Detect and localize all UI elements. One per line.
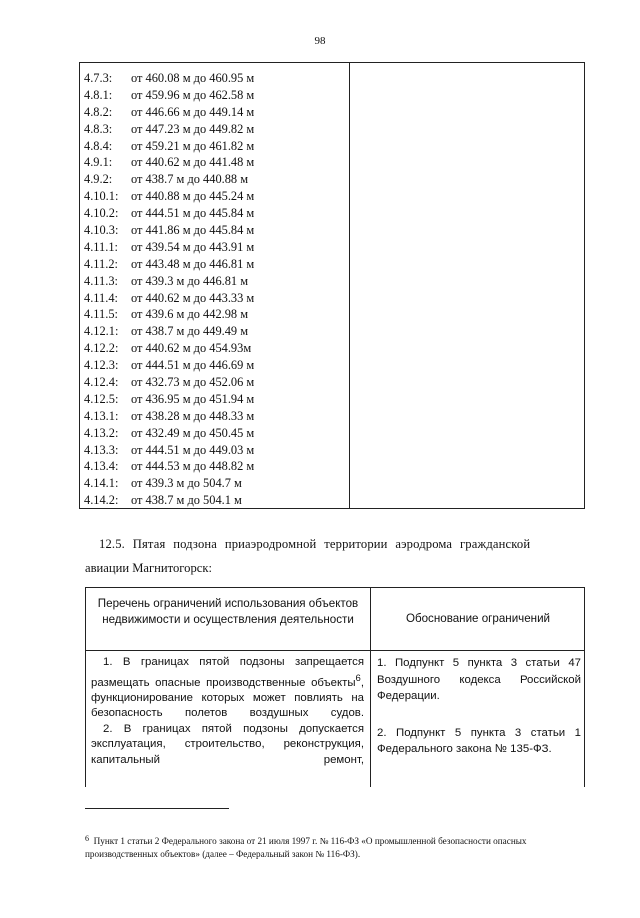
row-height-range: от 438.7 м до 504.1 м: [131, 493, 242, 508]
table-row: [84, 323, 346, 340]
restrictions-cell: [91, 655, 364, 768]
row-code: 4.8.2:: [84, 104, 113, 119]
row-height-range: от 439.6 м до 442.98 м: [131, 307, 249, 322]
row-height-range: от 432.49 м до 450.45 м: [131, 425, 255, 440]
row-code: 4.11.5:: [84, 307, 118, 322]
row-code: 4.10.3:: [84, 223, 119, 238]
restriction-item-2: 2. В границах пятой подзоны допускается эксплуатация, строительство, реконструкция, капитальный ремонт,: [91, 722, 364, 766]
table-row: [84, 306, 346, 323]
table-row: [84, 391, 346, 408]
section-heading-line1: 12.5. Пятая подзона приаэродромной территории аэродрома гражданской: [99, 537, 531, 551]
page-number: 98: [314, 35, 326, 47]
row-code: 4.11.1:: [84, 239, 118, 254]
row-height-range: от 440.62 м до 454.93м: [131, 341, 252, 356]
height-limits-table: [79, 62, 585, 509]
row-code: 4.8.3:: [84, 121, 113, 136]
table-row: [84, 87, 346, 104]
row-code: 4.12.1:: [84, 324, 119, 339]
table-row: [84, 205, 346, 222]
row-height-range: от 439.54 м до 443.91 м: [131, 239, 255, 254]
row-code: 4.10.1:: [84, 189, 119, 204]
row-code: 4.13.1:: [84, 408, 119, 423]
row-height-range: от 440.88 м до 445.24 м: [131, 189, 255, 204]
restrictions-table: [85, 587, 585, 787]
table-row: [84, 171, 346, 188]
table-column-divider: [370, 588, 371, 787]
table-row: [84, 222, 346, 239]
table-row: [84, 492, 346, 509]
row-code: 4.10.2:: [84, 206, 119, 221]
column-header-restrictions: Перечень ограничений использования объектов недвижимости и осуществления деятельности: [97, 597, 359, 626]
table-row: [84, 357, 346, 374]
row-code: 4.12.3:: [84, 358, 119, 373]
row-height-range: от 444.51 м до 446.69 м: [131, 358, 255, 373]
row-code: 4.14.1:: [84, 476, 119, 491]
table-row: [84, 239, 346, 256]
row-height-range: от 443.48 м до 446.81 м: [131, 256, 255, 271]
footnote: [85, 832, 585, 861]
table-row: [84, 475, 346, 492]
table-row: [84, 458, 346, 475]
row-code: 4.12.4:: [84, 375, 119, 390]
row-height-range: от 436.95 м до 451.94 м: [131, 391, 255, 406]
row-height-range: от 460.08 м до 460.95 м: [131, 71, 255, 85]
row-height-range: от 447.23 м до 449.82 м: [131, 121, 255, 136]
row-code: 4.12.5:: [84, 391, 119, 406]
row-code: 4.13.4:: [84, 459, 119, 474]
row-height-range: от 459.96 м до 462.58 м: [131, 87, 255, 102]
restriction-item-1-text-b: , функционирование которых может повлиять на безопасность полетов воздушных судов.: [91, 676, 364, 720]
restriction-item-1: [91, 655, 364, 722]
row-height-range: от 439.3 м до 504.7 м: [131, 476, 242, 491]
row-height-range: от 440.62 м до 443.33 м: [131, 290, 255, 305]
row-code: 4.11.2:: [84, 256, 118, 271]
row-height-range: от 459.21 м до 461.82 м: [131, 138, 255, 153]
justification-cell: [377, 655, 581, 758]
table-row: [84, 290, 346, 307]
table-row: [84, 340, 346, 357]
row-height-range: от 439.3 м до 446.81 м: [131, 273, 249, 288]
restriction-item-1-text-a: 1. В границах пятой подзоны запрещается размещать опасные производственные объекты: [91, 656, 364, 689]
row-height-range: от 441.86 м до 445.84 м: [131, 223, 255, 238]
table-header-divider: [86, 650, 584, 651]
section-heading-line2: авиации Магнитогорск:: [85, 561, 212, 575]
table-row: [84, 188, 346, 205]
table-row: [84, 104, 346, 121]
footnote-text: Пункт 1 статьи 2 Федерального закона от 21 июля 1997 г. № 116-ФЗ «О промышленной безопасности опасных производственных объектов» (далее – Федеральный закон № 116-ФЗ).: [85, 836, 527, 859]
row-height-range: от 438.28 м до 448.33 м: [131, 408, 255, 423]
row-code: 4.11.4:: [84, 290, 118, 305]
table-row: [84, 256, 346, 273]
row-height-range: от 444.53 м до 448.82 м: [131, 459, 255, 474]
table-row: [84, 138, 346, 155]
table-row: [84, 442, 346, 459]
row-height-range: от 440.62 м до 441.48 м: [131, 155, 255, 170]
justification-item-2: 2. Подпункт 5 пункта 3 статьи 1 Федерального закона № 135-ФЗ.: [377, 726, 581, 755]
row-code: 4.7.3:: [84, 71, 113, 85]
footnote-reference: 6: [355, 672, 361, 684]
row-height-range: от 438.7 м до 449.49 м: [131, 324, 249, 339]
row-height-range: от 432.73 м до 452.06 м: [131, 375, 255, 390]
row-code: 4.12.2:: [84, 341, 119, 356]
row-code: 4.14.2:: [84, 493, 119, 508]
row-code: 4.13.2:: [84, 425, 119, 440]
row-height-range: от 444.51 м до 445.84 м: [131, 206, 255, 221]
table-row: [84, 121, 346, 138]
row-height-range: от 444.51 м до 449.03 м: [131, 442, 255, 457]
justification-item-1: 1. Подпункт 5 пункта 3 статьи 47 Воздушного кодекса Российской Федерации.: [377, 657, 581, 702]
table-row: [84, 408, 346, 425]
table-row: [84, 70, 346, 87]
table-row: [84, 273, 346, 290]
row-code: 4.9.2:: [84, 172, 113, 187]
row-code: 4.9.1:: [84, 155, 113, 170]
row-code: 4.13.3:: [84, 442, 119, 457]
table-row: [84, 154, 346, 171]
table-row: [84, 425, 346, 442]
footnote-mark: 6: [85, 834, 89, 843]
row-code: 4.8.4:: [84, 138, 113, 153]
row-code: 4.11.3:: [84, 273, 118, 288]
table-row: [84, 374, 346, 391]
row-height-range: от 446.66 м до 449.14 м: [131, 104, 255, 119]
table-column-divider: [349, 63, 350, 508]
column-header-justification: Обоснование ограничений: [405, 612, 551, 625]
row-code: 4.8.1:: [84, 87, 113, 102]
height-limits-list: [84, 70, 346, 509]
row-height-range: от 438.7 м до 440.88 м: [131, 172, 249, 187]
footnote-separator: [85, 808, 229, 809]
